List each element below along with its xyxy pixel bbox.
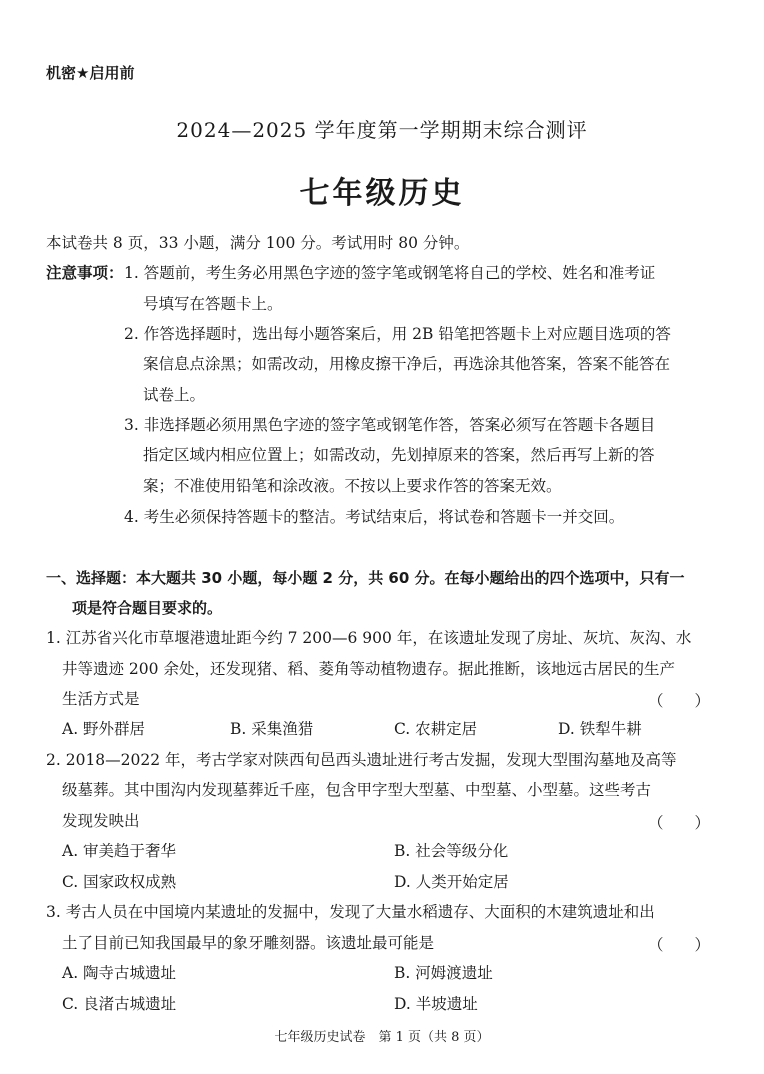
question-2-line-2: 级墓葬。其中围沟内发现墓葬近千座，包含甲字型大型墓、中型墓、小型墓。这些考古 — [62, 781, 652, 799]
confidential-label: 机密★启用前 — [46, 64, 135, 82]
question-1-answer-paren: （ ） — [648, 692, 711, 710]
question-3-option-d: D. 半坡遗址 — [394, 995, 478, 1013]
page-footer: 七年级历史试卷 第 1 页（共 8 页） — [274, 1030, 490, 1045]
question-1-line-2: 井等遗迹 200 余处，还发现猪、稻、菱角等动植物遗存。据此推断，该地远古居民的生产 — [62, 660, 675, 678]
question-3-option-b: B. 河姆渡遗址 — [394, 964, 493, 982]
notice-item-4-line-1: 4. 考生必须保持答题卡的整洁。考试结束后，将试卷和答题卡一并交回。 — [124, 508, 625, 526]
question-3-option-c: C. 良渚古城遗址 — [62, 995, 177, 1013]
notice-item-2-line-1: 2. 作答选择题时，选出每小题答案后，用 2B 铅笔把答题卡上对应题目选项的答 — [124, 325, 671, 343]
notice-item-1-line-1: 1. 答题前，考生务必用黑色字迹的签字笔或钢笔将自己的学校、姓名和准考证 — [124, 264, 656, 282]
question-3-line-1: 3. 考古人员在中国境内某遗址的发掘中，发现了大量水稻遗存、大面积的木建筑遗址和出 — [46, 903, 655, 921]
question-2-line-3: 发现发映出 — [62, 812, 140, 830]
notice-item-2-line-3: 试卷上。 — [143, 386, 206, 404]
notice-item-3-line-3: 案；不准使用铅笔和涂改液。不按以上要求作答的答案无效。 — [143, 477, 562, 495]
question-1-option-d: D. 铁犁牛耕 — [558, 720, 642, 738]
question-2-option-b: B. 社会等级分化 — [394, 842, 509, 860]
notice-item-1-line-2: 号填写在答题卡上。 — [143, 295, 283, 313]
question-2-option-d: D. 人类开始定居 — [394, 873, 509, 891]
question-1-line-1: 1. 江苏省兴化市草堰港遗址距今约 7 200—6 900 年，在该遗址发现了房址、灰坑、灰沟、水 — [46, 629, 692, 647]
question-2-line-1: 2. 2018—2022 年，考古学家对陕西旬邑西头遗址进行考古发掘，发现大型围沟墓地及高等 — [46, 751, 677, 769]
question-2-option-c: C. 国家政权成熟 — [62, 873, 177, 891]
notice-item-3-line-2: 指定区域内相应位置上；如需改动，先划掉原来的答案，然后再写上新的答 — [143, 446, 655, 464]
question-3-line-2: 土了目前已知我国最早的象牙雕刻器。该遗址最可能是 — [62, 934, 435, 952]
exam-title: 2024—2025 学年度第一学期期末综合测评 — [176, 118, 588, 142]
question-2-option-a: A. 审美趋于奢华 — [62, 842, 177, 860]
section-heading-line-2: 项是符合题目要求的。 — [72, 599, 223, 617]
question-1-option-c: C. 农耕定居 — [394, 720, 478, 738]
question-1-option-b: B. 采集渔猎 — [230, 720, 314, 738]
question-3-option-a: A. 陶寺古城遗址 — [62, 964, 177, 982]
notice-label: 注意事项： — [46, 264, 124, 282]
question-1-option-a: A. 野外群居 — [62, 720, 146, 738]
notice-item-2-line-2: 案信息点涂黑；如需改动，用橡皮擦干净后，再选涂其他答案，答案不能答在 — [143, 355, 671, 373]
notice-item-3-line-1: 3. 非选择题必须用黑色字迹的签字笔或钢笔作答，答案必须写在答题卡各题目 — [124, 416, 656, 434]
question-1-line-3: 生活方式是 — [62, 690, 140, 708]
question-2-answer-paren: （ ） — [648, 814, 711, 832]
subject-title: 七年级历史 — [299, 176, 465, 211]
section-heading-line-1: 一、选择题：本大题共 30 小题，每小题 2 分，共 60 分。在每小题给出的四个选项中，只有一 — [46, 569, 685, 587]
question-3-answer-paren: （ ） — [648, 936, 711, 954]
intro-text: 本试卷共 8 页，33 小题，满分 100 分。考试用时 80 分钟。 — [46, 234, 470, 252]
